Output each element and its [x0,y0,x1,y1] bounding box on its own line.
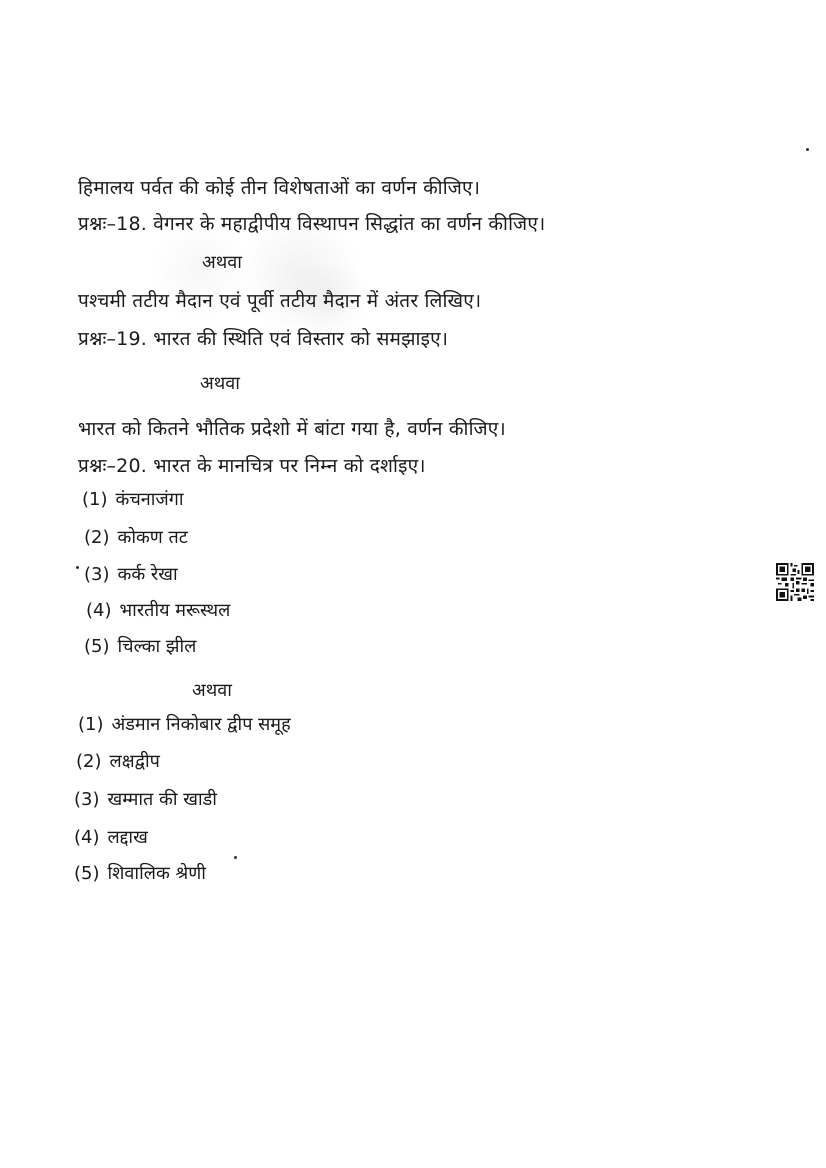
athva-label-1: अथवा [202,252,242,273]
list-item-number: (1) [78,714,104,735]
list-item-number: (2) [76,751,102,772]
question-20-text: प्रश्नः–20. भारत के मानचित्र पर निम्न को दर्शाइए। [78,455,426,477]
list-item-text: लक्षद्वीप [109,751,160,772]
list-item-text: अंडमान निकोबार द्वीप समूह [111,714,291,735]
list-item-number: (4) [74,827,100,848]
list-item [84,635,196,659]
scan-speck [76,566,79,569]
list-item-number: (3) [74,789,100,810]
athva-label-3: अथवा [192,680,232,701]
list-item [86,599,230,623]
scan-speck [806,148,809,151]
list-item-number: (1) [82,489,108,510]
list-item [82,488,184,512]
list-item-number: (5) [74,863,100,884]
athva-label-2: अथवा [200,373,240,394]
list-item [74,788,217,812]
list-item [84,526,188,550]
list-item-text: लद्दाख [107,827,148,848]
list-item [76,750,160,774]
list-item-text: कंचनाजंगा [115,489,184,510]
list-item-text: कोकण तट [117,527,188,548]
question-19-alt-text: भारत को कितने भौतिक प्रदेशो में बांटा गया है, वर्णन कीजिए। [78,418,506,440]
question-19-text: प्रश्नः–19. भारत की स्थिति एवं विस्तार को समझाइए। [78,328,449,350]
list-item-number: (2) [84,527,110,548]
question-18-text: प्रश्नः–18. वेगनर के महाद्वीपीय विस्थापन सिद्धांत का वर्णन कीजिए। [78,213,546,235]
list-item [78,713,291,737]
scan-speck [234,856,237,859]
list-item-number: (3) [84,564,110,585]
list-item-text: खम्मात की खाडी [107,789,217,810]
qr-code-icon [776,563,814,601]
list-item-text: चिल्का झील [117,636,197,657]
list-item [84,563,178,587]
list-item [74,862,206,886]
list-item-text: भारतीय मरूस्थल [119,600,231,621]
list-item-number: (5) [84,636,110,657]
list-item [74,826,148,850]
list-item-text: शिवालिक श्रेणी [107,863,206,884]
list-item-number: (4) [86,600,112,621]
question-17-alt-text: हिमालय पर्वत की कोई तीन विशेषताओं का वर्णन कीजिए। [78,177,481,199]
list-item-text: कर्क रेखा [117,564,178,585]
question-18-alt-text: पश्चमी तटीय मैदान एवं पूर्वी तटीय मैदान में अंतर लिखिए। [78,290,482,312]
